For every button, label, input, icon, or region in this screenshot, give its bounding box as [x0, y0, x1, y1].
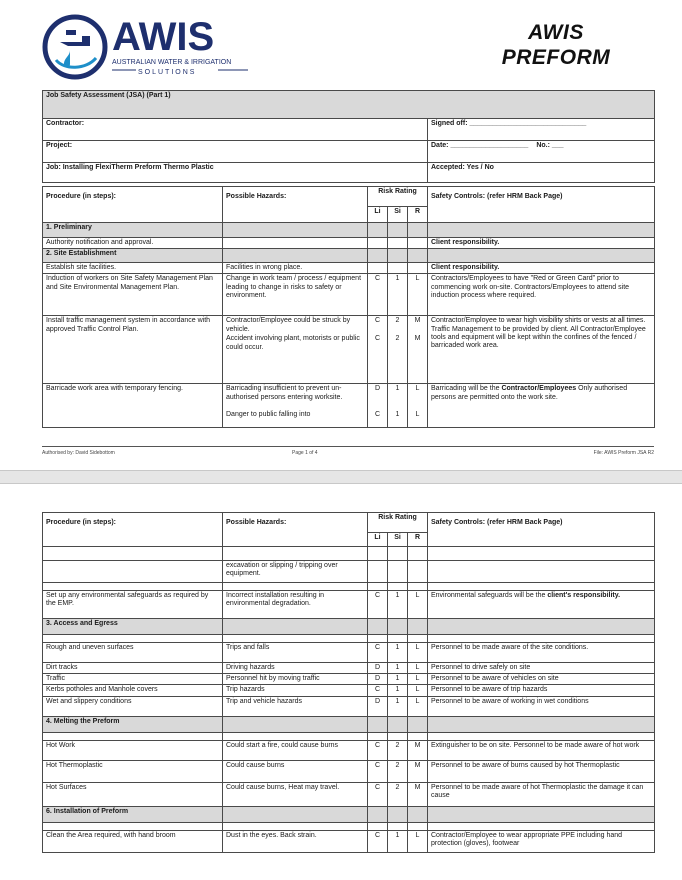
section-access-egress: 3. Access and Egress — [43, 619, 223, 635]
brand-line-2: PREFORM — [501, 46, 611, 69]
col-risk-rating: Risk Rating — [368, 513, 428, 533]
col-si: Si — [388, 533, 408, 547]
project-label: Project: — [43, 141, 428, 163]
page-separator — [0, 470, 682, 484]
table-row: Kerbs potholes and Manhole covers Trip hazards C 1 L Personnel to be aware of trip hazards — [43, 685, 655, 696]
section-melting-preform: 4. Melting the Preform — [43, 716, 223, 732]
col-si: Si — [388, 207, 408, 223]
date-field — [428, 141, 655, 163]
col-li: Li — [368, 533, 388, 547]
col-procedure: Procedure (in steps): — [43, 187, 223, 223]
col-controls: Safety Controls: (refer HRM Back Page) — [428, 513, 655, 547]
col-hazards: Possible Hazards: — [223, 513, 368, 547]
page-footer — [42, 446, 654, 460]
document-page-2 — [0, 484, 682, 880]
table-row: Hot Thermoplastic Could cause burns C 2 M Personnel to be aware of burns caused by hot Thermoplastic — [43, 760, 655, 782]
col-procedure: Procedure (in steps): — [43, 513, 223, 547]
col-r: R — [408, 533, 428, 547]
signed-off-field: Signed off: ______________________________ — [428, 119, 655, 141]
awis-logo — [42, 12, 256, 82]
table-row: Set up any environmental safeguards as required by the EMP. Incorrect installation resulting in environmental degradation. C 1 L Environmental safeguards will be the client's responsibility. — [43, 591, 655, 619]
col-r: R — [408, 207, 428, 223]
section-preliminary: 1. Preliminary — [43, 223, 223, 238]
table-row: Barricade work area with temporary fencing. Barricading insufficient to prevent un-authorised persons entering worksite. Danger to public falling into D C 1 1 L L Barricading will be the Contractor/Employees Only authorised persons are permitted onto the work site. — [43, 384, 655, 428]
logo-wordmark: AWIS — [112, 15, 215, 59]
table-row: Induction of workers on Site Safety Management Plan and Site Environmental Management Plan. Change in work team / process / equipment leading to change in risks to safety or environment. C 1 L Contractors/Employees to have "Red or Green Card" prior to commencing work on-site. Contractors/Employees to attend site induction process where required. — [43, 274, 655, 316]
jsa-header-table — [42, 90, 655, 183]
table-row: Dirt tracks Driving hazards D 1 L Personnel to drive safely on site — [43, 663, 655, 674]
table-row: Hot Work Could start a fire, could cause burns C 2 M Extinguisher to be on site. Personnel to be made aware of hot work — [43, 740, 655, 760]
table-row: Hot Surfaces Could cause burns, Heat may travel. C 2 M Personnel to be made aware of hot Thermoplastic the damage it can cause — [43, 782, 655, 806]
tap-icon — [60, 36, 90, 46]
accepted-label: Accepted: Yes / No — [428, 163, 655, 183]
date-label: Date: ____________________ — [431, 142, 529, 149]
col-hazards: Possible Hazards: — [223, 187, 368, 223]
jsa-table-page-2 — [42, 512, 655, 853]
section-installation-preform: 6. Installation of Preform — [43, 806, 223, 822]
section-site-establishment: 2. Site Establishment — [43, 249, 223, 263]
table-row — [43, 547, 655, 561]
footer-page: Page 1 of 4 — [292, 450, 318, 456]
document-brand — [496, 20, 616, 70]
form-title: Job Safety Assessment (JSA) (Part 1) — [43, 91, 655, 119]
jsa-table-page-1 — [42, 186, 655, 428]
brand-line-1: AWIS — [528, 21, 584, 44]
table-row: Authority notification and approval. Client responsibility. — [43, 238, 655, 249]
table-row: Install traffic management system in accordance with approved Traffic Control Plan. Contractor/Employee could be struck by vehicle. Accident involving plant, motorists or public could occur. C C 2 2 M M Contractor/Employee to wear high visibility shirts or vests at all times. Traffic Management to be provided by client. All Contractor/Employee tools and equipment will be kept within the confines of the fenced / barricaded work area. — [43, 316, 655, 384]
contractor-label: Contractor: — [43, 119, 428, 141]
table-row: Clean the Area required, with hand broom Dust in the eyes. Back strain. C 1 L Contractor/Employee to wear appropriate PPE including hand protection (gloves), footwear — [43, 830, 655, 852]
table-row: Rough and uneven surfaces Trips and falls C 1 L Personnel to be made aware of the site conditions. — [43, 643, 655, 663]
logo-tagline-1: AUSTRALIAN WATER & IRRIGATION — [112, 59, 232, 66]
table-row: excavation or slipping / tripping over equipment. — [43, 561, 655, 583]
job-label: Job: Installing FlexiTherm Preform Thermo Plastic — [43, 163, 428, 183]
logo-tagline-2: SOLUTIONS — [138, 69, 197, 76]
footer-authorised: Authorised by: David Sidebottom — [42, 450, 115, 456]
table-row: Establish site facilities. Facilities in wrong place. Client responsibility. — [43, 263, 655, 274]
number-label: No.: ___ — [536, 142, 564, 149]
col-li: Li — [368, 207, 388, 223]
col-controls: Safety Controls: (refer HRM Back Page) — [428, 187, 655, 223]
footer-file: File: AWIS Preform JSA R2 — [593, 450, 654, 456]
table-row: Traffic Personnel hit by moving traffic D 1 L Personnel to be aware of vehicles on site — [43, 674, 655, 685]
table-row: Wet and slippery conditions Trip and vehicle hazards D 1 L Personnel to be aware of working in wet conditions — [43, 696, 655, 716]
col-risk-rating: Risk Rating — [368, 187, 428, 207]
